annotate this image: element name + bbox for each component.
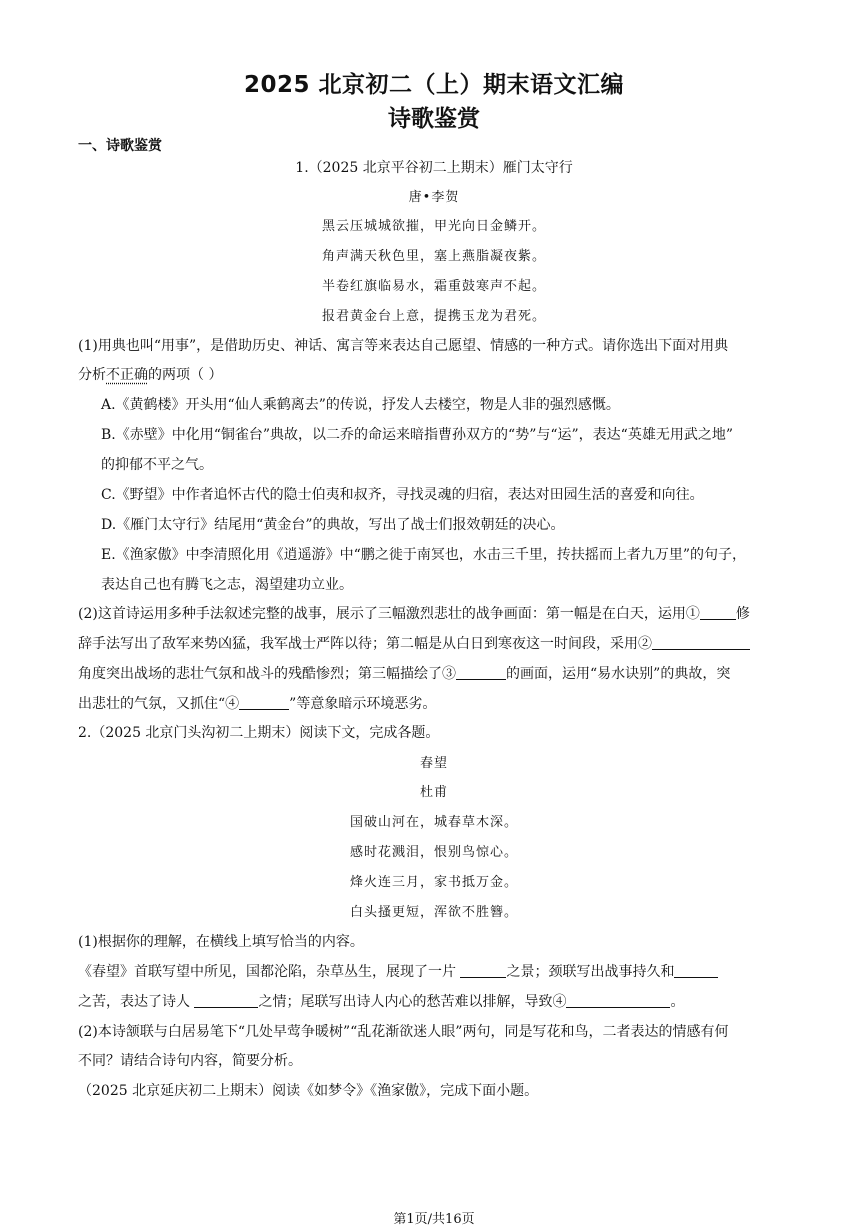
q2-part2-text-cont: 不同？请结合诗句内容，简要分析。: [78, 1053, 302, 1069]
q1-poem-line: 黑云压城城欲摧，甲光向日金鳞开。: [321, 219, 546, 234]
q1-part2-line: 辞手法写出了敌军来势凶猛，我军战士严阵以待；第二幅是从白日到寒夜这一时间段，采用②: [78, 633, 750, 653]
answer-blank[interactable]: [566, 993, 670, 1008]
option-b-cont: 的抑郁不平之气。: [101, 457, 213, 473]
answer-blank[interactable]: [460, 963, 506, 978]
q2-poem-line: 感时花溅泪，恨别鸟惊心。: [349, 845, 518, 860]
answer-blank[interactable]: [652, 635, 750, 650]
q2-part1-line: 《春望》首联写望中所见，国都沦陷，杂草丛生，展现了一片 之景；颈联写出战事持久和: [78, 961, 718, 981]
q2-part1-text: (1)根据你的理解，在横线上填写恰当的内容。: [78, 934, 364, 950]
q2-heading: 2.（2025 北京门头沟初二上期末）阅读下文，完成各题。: [78, 725, 440, 741]
answer-blank[interactable]: [456, 665, 506, 680]
q2-author: 杜甫: [419, 785, 448, 800]
q2-poem-line: 白头搔更短，浑欲不胜簪。: [349, 905, 518, 920]
option-c: C.《野望》中作者追怀古代的隐士伯夷和叔齐，寻找灵魂的归宿，表达对田园生活的喜爱和向往。: [101, 487, 704, 503]
page-number: 第1页/共16页: [393, 1212, 475, 1227]
q1-poem-line: 报君黄金台上意，提携玉龙为君死。: [321, 309, 546, 324]
answer-blank[interactable]: [194, 993, 258, 1008]
q1-author: 唐•李贺: [408, 190, 460, 205]
option-b: B.《赤壁》中化用“铜雀台”典故，以二乔的命运来暗指曹孙双方的“势”与“运”，表达“英雄无用武之地”: [101, 427, 733, 443]
document-title: 2025 北京初二（上）期末语文汇编: [243, 72, 625, 98]
answer-blank[interactable]: [674, 963, 718, 978]
q2-part2-text: (2)本诗颔联与白居易笔下“几处早莺争暖树”“乱花渐欲迷人眼”两句，同是写花和鸟，二者表达的情感有何: [78, 1024, 729, 1040]
document-subtitle: 诗歌鉴赏: [388, 106, 480, 132]
q1-part1-text: (1)用典也叫“用事”，是借助历史、神话、寓言等来表达自己愿望、情感的一种方式。请你选出下面对用典: [78, 338, 729, 354]
q1-part2-line: (2)这首诗运用多种手法叙述完整的战事，展示了三幅激烈悲壮的战争画面：第一幅是在白天，运用① 修: [78, 606, 750, 622]
answer-blank[interactable]: [700, 605, 736, 620]
q1-part2-line: 出悲壮的气氛，又抓住“④ ”等意象暗示环境恶劣。: [78, 696, 437, 712]
q2-poem-title: 春望: [419, 756, 448, 771]
q3-heading: （2025 北京延庆初二上期末）阅读《如梦令》《渔家傲》，完成下面小题。: [78, 1083, 539, 1099]
option-d: D.《雁门太守行》结尾用“黄金台”的典故，写出了战士们报效朝廷的决心。: [101, 517, 565, 533]
option-a: A.《黄鹤楼》开头用“仙人乘鹤离去”的传说，抒发人去楼空，物是人非的强烈感慨。: [101, 397, 620, 413]
q2-poem-line: 国破山河在，城春草木深。: [349, 815, 518, 830]
emphasis-dots: 不正确: [106, 367, 148, 383]
q2-poem-line: 烽火连三月，家书抵万金。: [349, 875, 518, 890]
q1-part2-line: 角度突出战场的悲壮气氛和战斗的残酷惨烈；第三幅描绘了③ 的画面，运用“易水诀别”的典故，突: [78, 666, 731, 682]
option-e: E.《渔家傲》中李清照化用《逍遥游》中“鹏之徙于南冥也，水击三千里，抟扶摇而上者九万里”的句子，: [101, 547, 746, 563]
q1-poem-line: 半卷红旗临易水，霜重鼓寒声不起。: [321, 279, 546, 294]
q2-part1-line: 之苦，表达了诗人 之情；尾联写出诗人内心的愁苦难以排解，导致④ 。: [78, 994, 685, 1010]
answer-blank[interactable]: [239, 695, 289, 710]
q1-part1-text-cont: 分析不正确的两项（ ）: [78, 367, 223, 383]
section-heading: 一、诗歌鉴赏: [78, 138, 162, 154]
q1-heading: 1.（2025 北京平谷初二上期末）雁门太守行: [295, 160, 573, 176]
q1-poem-line: 角声满天秋色里，塞上燕脂凝夜紫。: [321, 249, 546, 264]
option-e-cont: 表达自己也有腾飞之志，渴望建功立业。: [101, 577, 353, 593]
